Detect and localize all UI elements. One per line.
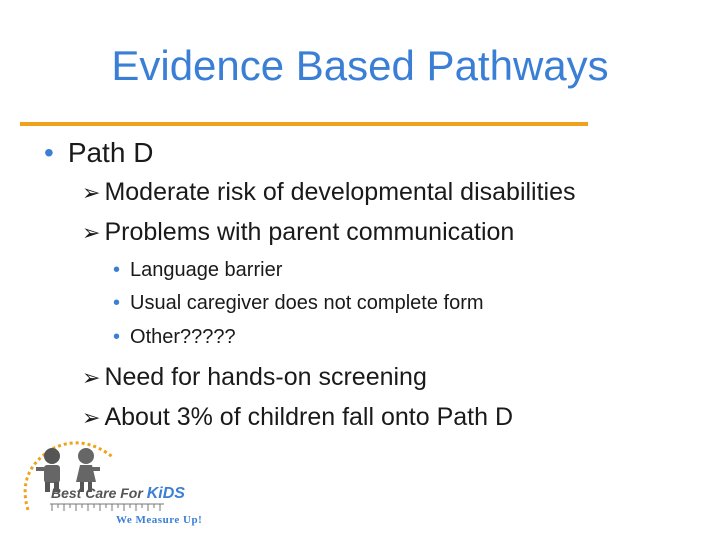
bullet-dot-icon: • [113,259,121,281]
point-item: ➢ About 3% of children fall onto Path D [82,403,514,431]
arrow-bullet-icon: ➢ [82,365,101,390]
bullet-path-d [44,137,153,169]
logo-tagline: We Measure Up! [116,514,203,526]
point-item: ➢ Need for hands-on screening [82,363,427,391]
title-underline [20,122,588,126]
arrow-bullet-icon: ➢ [82,405,101,430]
subpoint-item: • Other????? [113,326,236,348]
point-item: ➢ Moderate risk of developmental disabilities [82,178,576,206]
slide-title: Evidence Based Pathways [111,42,609,89]
arrow-bullet-icon: ➢ [82,180,101,205]
subpoint-item: • Usual caregiver does not complete form [113,292,484,314]
subpoint-item: • Language barrier [113,259,283,281]
bullet-dot-icon: • [44,137,54,168]
arrow-bullet-icon: ➢ [82,220,101,245]
bullet-dot-icon: • [113,326,121,348]
point-item: ➢ Problems with parent communication [82,218,515,246]
logo-wordmark: Best Care For KiDS [51,485,185,502]
best-care-for-kids-logo [14,440,204,530]
bullet-dot-icon: • [113,292,121,314]
path-heading: Path D [67,137,154,168]
